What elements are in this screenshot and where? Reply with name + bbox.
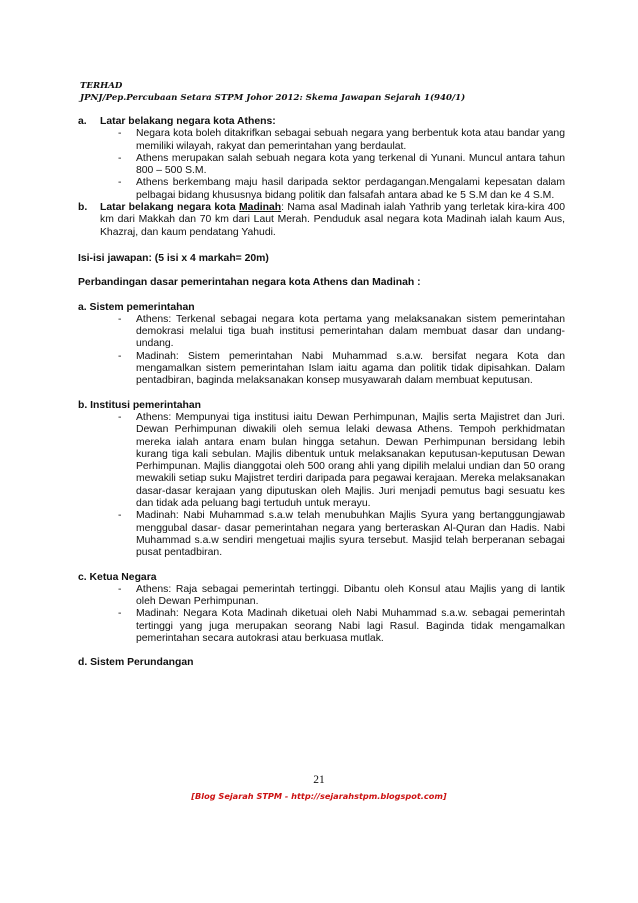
list-item [118, 153, 565, 178]
bullet-dash: - [118, 152, 122, 164]
page-header [80, 80, 465, 104]
bullet-text: Athens: Raja sebagai pemerintah tertinggi. Dibantu oleh Konsul atau Majlis yang di lantik oleh Dewan Perhimpunan. [136, 583, 565, 608]
section-b-paragraph [78, 202, 565, 239]
section-b-label: b. [78, 202, 88, 214]
section-b-prefix: Latar belakang negara kota [100, 202, 240, 214]
list-item [118, 608, 565, 645]
list-item [118, 351, 565, 388]
bullet-text: Athens berkembang maju hasil daripada sektor perdagangan.Mengalami kepesatan dalam pelbagai bidang khususnya bidang politik dan falsafah antara abad ke 5 S.M dan ke 4 S.M. [136, 177, 565, 201]
bullet-dash: - [118, 128, 122, 140]
comparison-heading: Perbandingan dasar pemerintahan negara kota Athens dan Madinah : [78, 277, 421, 289]
bullet-dash: - [118, 608, 122, 620]
bullet-dash: - [118, 177, 122, 189]
list-item [118, 314, 565, 351]
bullet-text: Athens: Mempunyai tiga institusi iaitu Dewan Perhimpunan, Majlis serta Majistret dan Juri. Dewan Perhimpunan diwakili oleh semua lelaki dewasa Athens. Tempoh perkhidmatan mereka ialah antara enam bulan hingga setahun. Dewan Perhimpunan bersidang lebih kurang tiga kali sebulan. Majlis dibentuk untuk melaksanakan keputusan-keputusan Dewan Perhimpunan. Majlis dianggotai oleh 500 orang ahli yang dipilih melalui undian dan 50 orang mewakili setiap suku Majistret terdiri daripada para pegawai kerajaan. Mereka melaksanakan dasar-dasar kerajaan yang diputuskan oleh Majlis. Juri menjadi pemutus bagi sesuatu kes dan tidak ada peluang bagi tertuduh untuk merayu. [136, 411, 565, 510]
section-b-text [100, 202, 565, 239]
bullet-dash: - [118, 510, 122, 522]
list-item [118, 128, 565, 153]
section-heading: a. Sistem pemerintahan [78, 301, 195, 313]
bullet-text: Madinah: Negara Kota Madinah diketuai oleh Nabi Muhammad s.a.w. sebagai pemerintah tertinggi yang juga merupakan seorang Nabi lagi Rasul. Baginda tidak mengamalkan pemerintahan secara autokrasi atau berkuasa mutlak. [136, 608, 565, 644]
section-a-label: a. [78, 116, 87, 127]
list-item [118, 584, 565, 609]
section-a-title: Latar belakang negara kota Athens: [100, 116, 276, 127]
section-b-madinah: Madinah [239, 202, 282, 214]
section-heading: c. Ketua Negara [78, 571, 157, 583]
bullet-text: Athens merupakan salah sebuah negara kota yang terkenal di Yunani. Muncul antara tahun 800 – 500 S.M. [136, 152, 565, 177]
bullet-dash: - [118, 350, 122, 362]
bullet-text: Athens: Terkenal sebagai negara kota pertama yang melaksanakan sistem pemerintahan demokrasi melalui tiga buah institusi pemerintahan dalam membuat dasar dan undang-undang. [136, 313, 565, 350]
section-b-body: : Nama asal Madinah ialah Yathrib yang terletak kira-kira 400 km dari Makkah dan 70 km dari Laut Merah. Penduduk asal negara kota Madinah ialah kaum Aus, Khazraj, dan kaum pendatang Yahudi. [100, 202, 565, 238]
page-number: 21 [313, 774, 325, 786]
bullet-text: Madinah: Sistem pemerintahan Nabi Muhammad s.a.w. bersifat negara Kota dan mengamalkan sistem pemerintahan Islam iaitu agama dan politik tidak dipisahkan. Dalam pentadbiran, baginda melaksanakan konsep musyawarah dalam membuat keputusan. [136, 350, 565, 387]
bullet-dash: - [118, 313, 122, 325]
footer-blog-link[interactable]: [Blog Sejarah STPM - http://sejarahstpm.blogspot.com] [191, 791, 447, 801]
document-body [78, 116, 565, 670]
section-heading: d. Sistem Perundangan [78, 657, 194, 669]
bullet-dash: - [118, 411, 122, 423]
header-title: JPNJ/Pep.Percubaan Setara STPM Johor 2012: Skema Jawapan Sejarah 1(940/1) [80, 93, 466, 103]
list-item [118, 177, 565, 202]
section-a-heading [78, 116, 565, 128]
bullet-text: Madinah: Nabi Muhammad s.a.w telah menubuhkan Majlis Syura yang bertanggungjawab menggubal dasar- dasar pemerintahan negara yang berteraskan Al-Quran dan Hadis. Nabi Muhammad s.a.w sendiri mengetuai majlis syura tersebut. Masjid telah berperanan sebagai pusat pentadbiran. [136, 510, 565, 559]
bullet-dash: - [118, 583, 122, 595]
bullet-text: Negara kota boleh ditakrifkan sebagai sebuah negara yang berbentuk kota atau bandar yang memiliki wilayah, rakyat dan pemerintahan yang berdaulat. [136, 128, 565, 152]
header-classification: TERHAD [80, 81, 123, 91]
list-item [118, 412, 565, 510]
list-item [118, 510, 565, 559]
section-heading: b. Institusi pemerintahan [78, 399, 201, 411]
isi-jawapan-heading: Isi-isi jawapan: (5 isi x 4 markah= 20m) [78, 252, 269, 264]
